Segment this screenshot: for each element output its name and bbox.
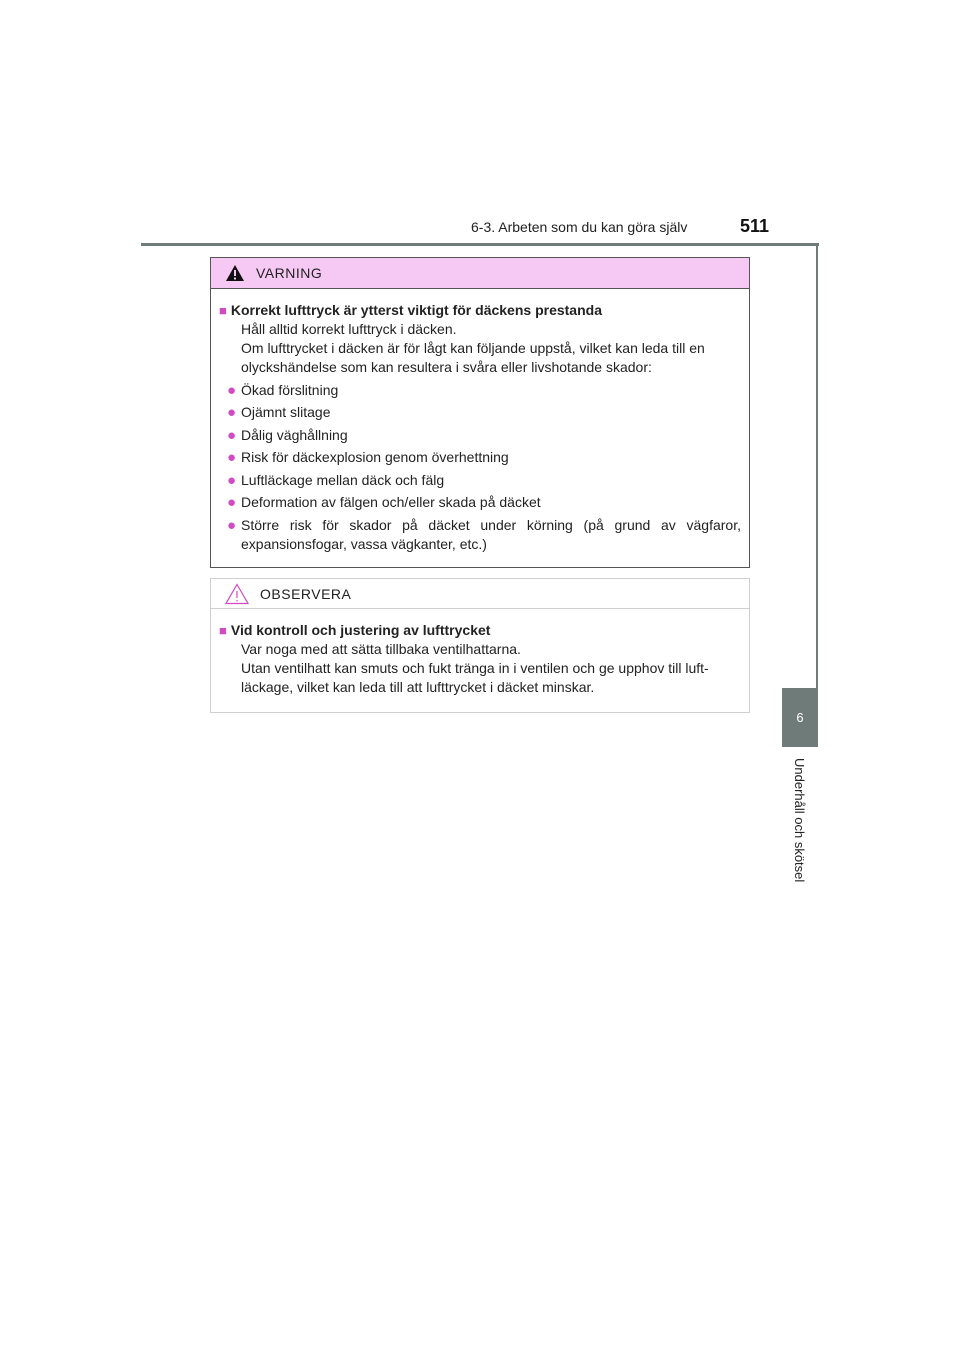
warning-heading-text: Korrekt lufttryck är ytterst viktigt för däckens prestanda	[230, 302, 602, 318]
list-item	[219, 516, 741, 554]
bullet-dot-icon: ●	[227, 404, 237, 421]
list-item-text: Risk för däckexplosion genom överhettning	[241, 449, 509, 465]
bullet-dot-icon: ●	[227, 516, 237, 534]
notice-box	[210, 578, 750, 713]
notice-line-2: Utan ventilhatt kan smuts och fukt tränga in i ventilen och ge upphov till luft-läckage, vilket kan leda till att lufttrycket i däcket minskar.	[241, 660, 709, 695]
warning-heading	[219, 301, 741, 320]
list-item-text: Deformation av fälgen och/eller skada på däcket	[241, 494, 541, 510]
notice-heading	[219, 621, 741, 640]
list-item-text: Ökad förslitning	[241, 381, 339, 398]
page-number: 511	[740, 216, 770, 236]
warning-intro-1: Håll alltid korrekt lufttryck i däcken.	[241, 321, 457, 337]
warning-box	[210, 257, 750, 568]
warning-triangle-icon	[225, 264, 245, 282]
warning-bullet-list	[219, 381, 741, 554]
list-item	[219, 471, 741, 490]
list-item	[219, 426, 741, 445]
list-item	[219, 381, 741, 400]
bullet-dot-icon: ●	[227, 381, 237, 399]
chapter-title: Underhåll och skötsel	[792, 758, 807, 883]
warning-label: VARNING	[256, 265, 323, 281]
caution-triangle-icon	[225, 583, 249, 605]
warning-intro-2: Om lufttrycket i däcken är för lågt kan följande uppstå, vilket kan leda till en olyckshändelse som kan resultera i svåra eller livshotande skador:	[241, 340, 705, 375]
bullet-dot-icon: ●	[227, 494, 237, 511]
square-bullet-icon: ■	[219, 623, 227, 638]
square-bullet-icon: ■	[219, 303, 227, 318]
bullet-dot-icon: ●	[227, 449, 237, 466]
list-item	[219, 493, 741, 512]
side-divider	[816, 246, 818, 688]
list-item-text: Luftläckage mellan däck och fälg	[241, 471, 445, 488]
list-item	[219, 403, 741, 422]
chapter-tab[interactable]: 6	[782, 688, 818, 747]
list-item-text: Ojämnt slitage	[241, 404, 331, 420]
warning-header	[211, 258, 749, 289]
list-item-text: Dålig väghållning	[241, 426, 348, 443]
notice-header	[211, 579, 749, 609]
notice-line-1: Var noga med att sätta tillbaka ventilhattarna.	[241, 641, 521, 657]
list-item	[219, 448, 741, 467]
list-item-text: Större risk för skador på däcket under körning (på grund av vägfaror, expansionsfogar, vassa vägkanter, etc.)	[241, 516, 741, 552]
notice-heading-text: Vid kontroll och justering av lufttrycket	[230, 622, 491, 638]
bullet-dot-icon: ●	[227, 471, 237, 489]
notice-body	[211, 609, 749, 697]
bullet-dot-icon: ●	[227, 426, 237, 444]
header-divider	[141, 243, 819, 246]
section-title: 6-3. Arbeten som du kan göra själv	[471, 219, 688, 235]
warning-body	[211, 289, 749, 554]
notice-label: OBSERVERA	[260, 585, 352, 602]
